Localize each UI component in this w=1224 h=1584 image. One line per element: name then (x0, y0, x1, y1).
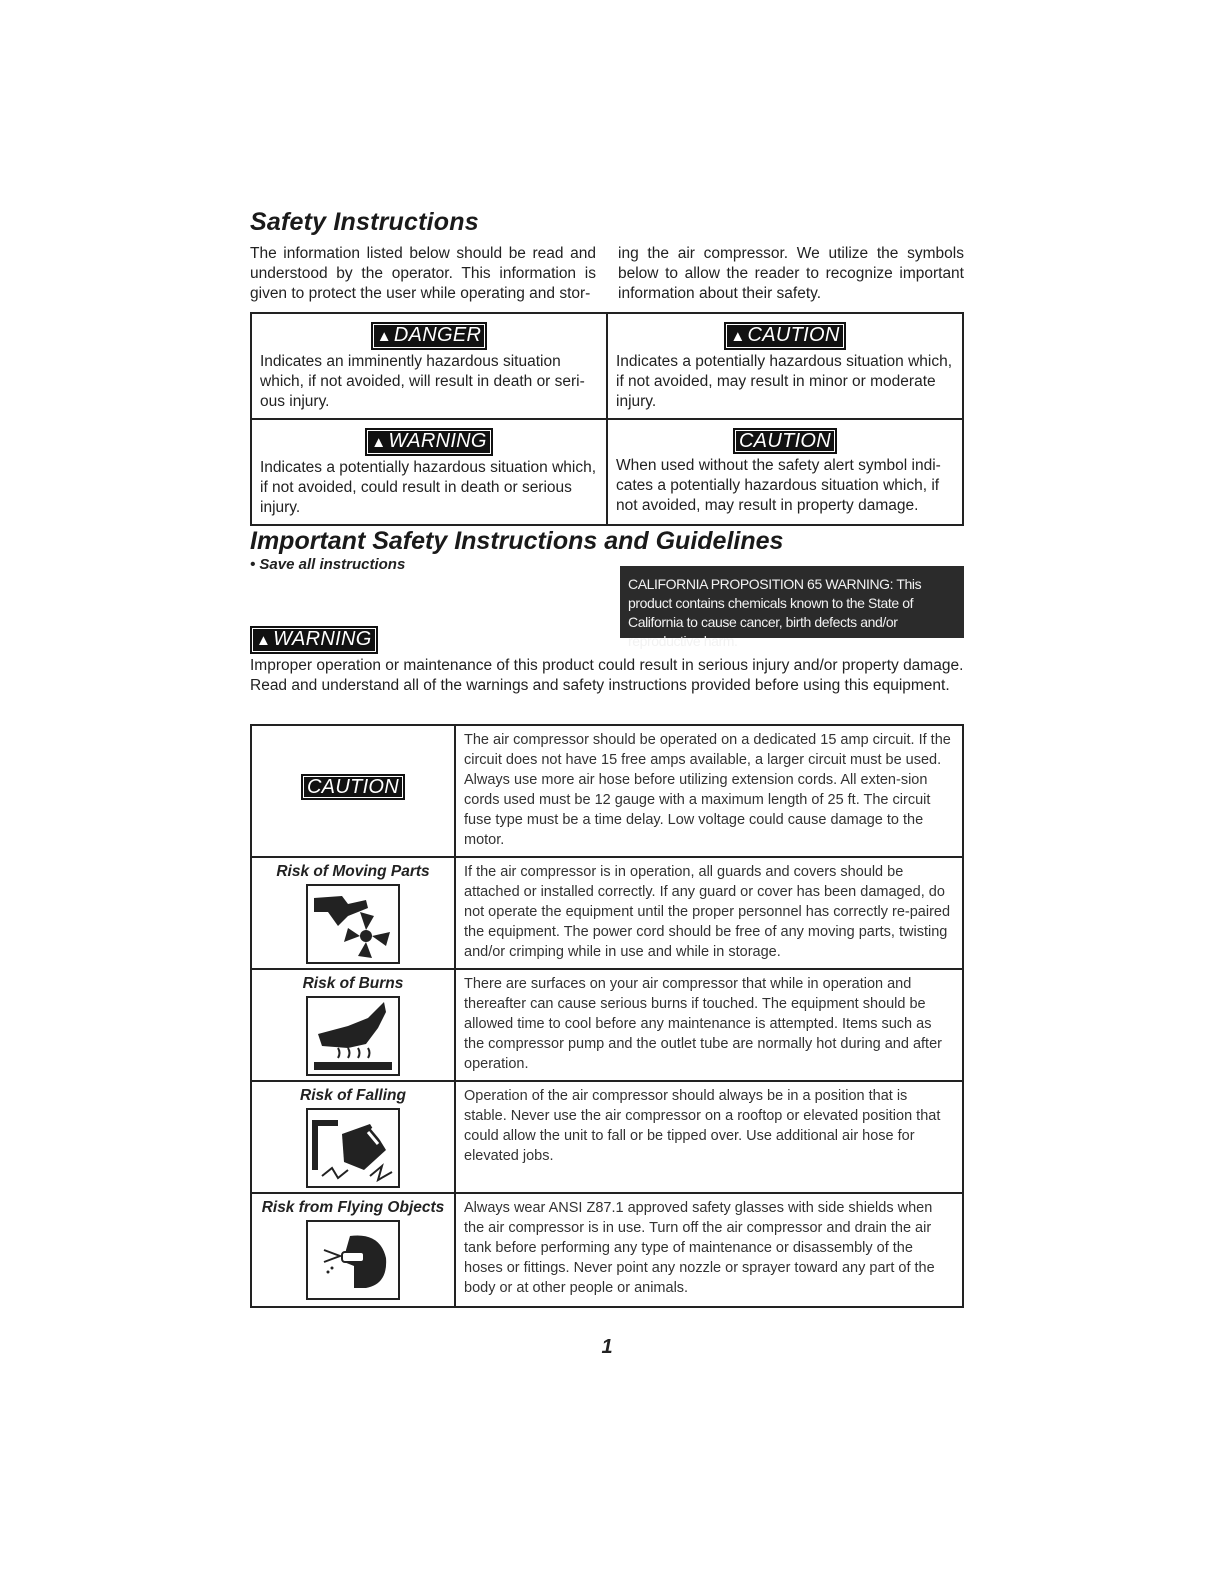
falling-icon (306, 1108, 400, 1188)
caution-badge-plain: CAUTION (733, 428, 837, 454)
intro-left: The information listed below should be read and understood by the operator. This information is given to protect the user while operating and stor- (250, 245, 596, 302)
risk-text-burns: There are surfaces on your air compressor that while in operation and thereafter can cause serious burns if touched. The equipment should be allowed time to cool before any maintenance is attempted. Items such as the compressor pump and the outlet tube are normally hot during and after operation. (455, 969, 963, 1081)
risk-text-falling: Operation of the air compressor should always be in a position that is stable. Never use the air compressor on a rooftop or elevated position that could allow the unit to fall or be tipped over. Use additional air hose for elevated jobs. (455, 1081, 963, 1193)
risk-label-cell (251, 725, 455, 857)
signal-caution-no-symbol (607, 419, 963, 525)
signal-warning-text: Indicates a potentially hazardous situation which, if not avoided, could result in death or serious injury. (260, 459, 597, 516)
risk-row (251, 1081, 963, 1193)
alert-triangle-icon: ▲ (256, 632, 272, 649)
signal-warning (251, 419, 607, 525)
guidelines-title: Important Safety Instructions and Guidelines (250, 527, 784, 555)
signal-words-table (250, 312, 964, 526)
moving-parts-icon (306, 884, 400, 964)
risk-table (250, 724, 964, 1308)
flying-objects-icon (306, 1220, 400, 1300)
burns-icon (306, 996, 400, 1076)
signal-caution-text: Indicates a potentially hazardous situation which, if not avoided, may result in minor or moderate injury. (616, 353, 953, 410)
intro-text (250, 244, 964, 304)
risk-row (251, 857, 963, 969)
signal-caution (607, 313, 963, 419)
risk-row (251, 1193, 963, 1307)
risk-title-burns: Risk of Burns (302, 975, 404, 992)
general-warning-badge: ▲ WARNING (250, 626, 378, 654)
page-title: Safety Instructions (250, 208, 479, 236)
signal-danger (251, 313, 607, 419)
risk-title-falling: Risk of Falling (300, 1087, 406, 1104)
intro-right: ing the air compressor. We utilize the symbols below to allow the reader to recognize important information about their safety. (618, 245, 964, 302)
risk-label-cell (251, 1081, 455, 1193)
risk-label-cell (251, 857, 455, 969)
caution-badge: ▲ CAUTION (724, 322, 845, 350)
risk-row (251, 725, 963, 857)
risk-title-moving-parts: Risk of Moving Parts (276, 863, 430, 880)
risk-title-flying-objects: Risk from Flying Objects (261, 1199, 445, 1216)
alert-triangle-icon: ▲ (371, 434, 387, 451)
risk-label-cell (251, 969, 455, 1081)
risk-label-cell (251, 1193, 455, 1307)
alert-triangle-icon: ▲ (376, 328, 392, 345)
risk-text-moving-parts: If the air compressor is in operation, all guards and covers should be attached or installed correctly. If any guard or cover has been damaged, do not operate the equipment until the proper personnel has correctly re-paired the equipment. The power cord should be free of any moving parts, twisting and/or crimping while in use and while in storage. (455, 857, 963, 969)
general-warning-text: Improper operation or maintenance of this product could result in serious injury and/or property damage. Read and understand all of the warnings and safety instructions provided before using this equipment. (250, 657, 964, 694)
risk-text-electrical: The air compressor should be operated on a dedicated 15 amp circuit. If the circuit does not have 15 free amps available, a larger circuit must be used. Always use more air hose before utilizing extension cords. All exten-sion cords used must be 12 gauge with a maximum length of 25 ft. The circuit fuse type must be a time delay. Low voltage could cause damage to the motor. (455, 725, 963, 857)
risk-text-flying-objects: Always wear ANSI Z87.1 approved safety glasses with side shields when the air compressor is in use. Turn off the air compressor and drain the air tank before performing any type of maintenance or disassembly of the hoses or fittings. Never point any nozzle or sprayer toward any part of the body or at other people or animals. (455, 1193, 963, 1307)
danger-badge: ▲ DANGER (371, 322, 488, 350)
electrical-caution-badge: CAUTION (301, 774, 405, 800)
signal-danger-text: Indicates an imminently hazardous situation which, if not avoided, will result in death or seri-ous injury. (260, 353, 585, 410)
signal-caution-plain-text: When used without the safety alert symbol indi-cates a potentially hazardous situation which, if not avoided, may result in property damage. (616, 457, 941, 514)
risk-row (251, 969, 963, 1081)
alert-triangle-icon: ▲ (730, 328, 746, 345)
save-instructions-note: • Save all instructions (250, 556, 406, 573)
warning-badge: ▲ WARNING (365, 428, 493, 456)
prop65-warning-box: CALIFORNIA PROPOSITION 65 WARNING: This product contains chemicals known to the State of California to cause cancer, birth defects and/or reproductive harm. (620, 566, 964, 638)
page-number: 1 (601, 1336, 613, 1358)
